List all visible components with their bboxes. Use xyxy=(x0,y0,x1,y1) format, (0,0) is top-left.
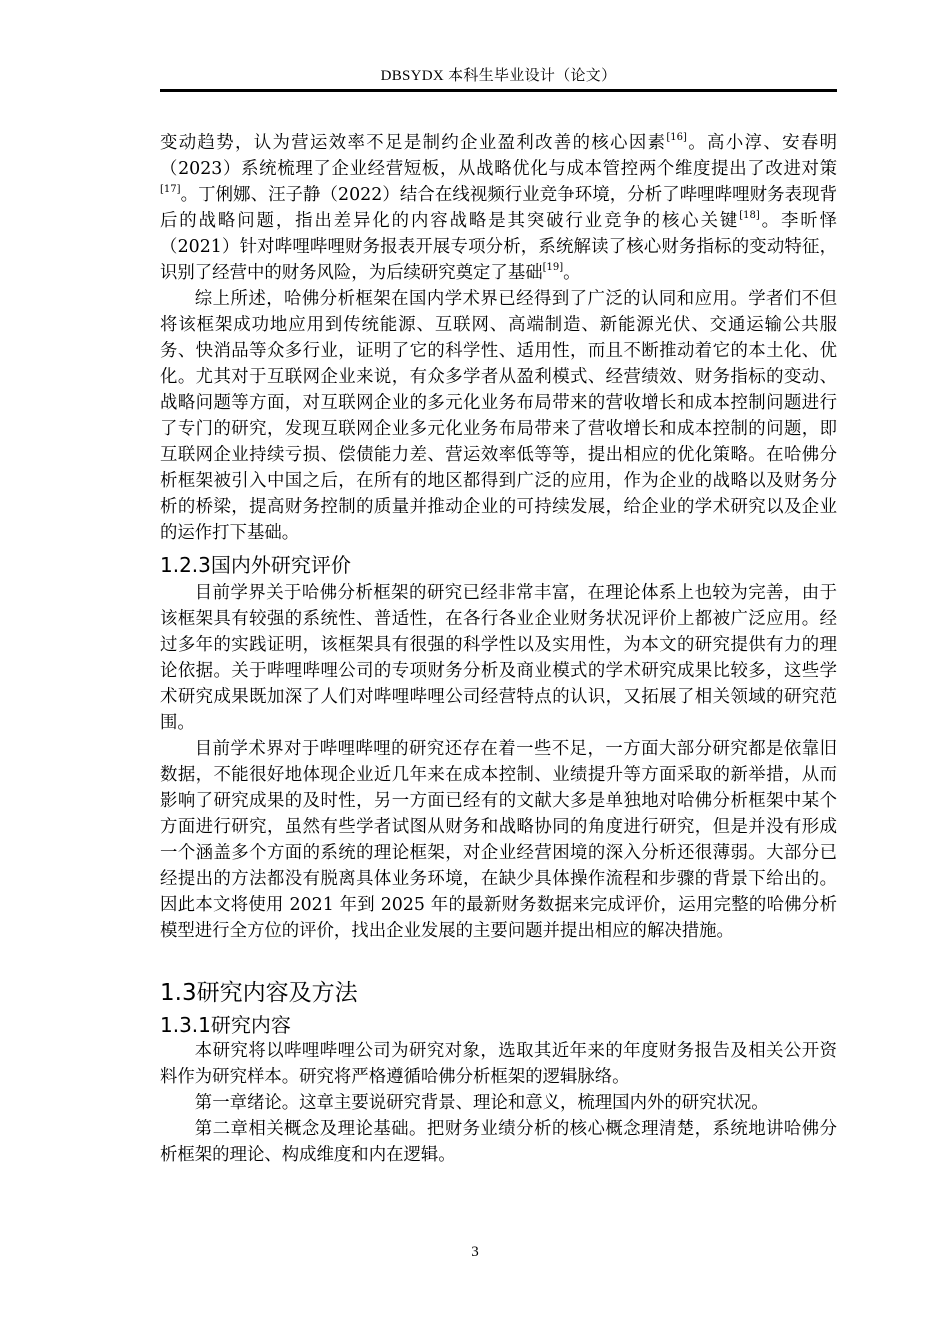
section-heading-1-3: 1.3研究内容及方法 xyxy=(160,980,358,1006)
section-heading-1-2-3: 1.2.3国内外研究评价 xyxy=(160,553,351,577)
paragraph-chapter-1: 第一章绪论。这章主要说研究背景、理论和意义，梳理国内外的研究状况。 xyxy=(194,1093,769,1113)
text-run: 。丁俐娜、汪子静（2022）结合在线视频行业竞争环境，分析了哔哩哔哩财务表现背后的战略问题，指出差异化的内容战略是其突破行业竞争的核心关键 xyxy=(160,185,837,231)
paragraph-literature-continued xyxy=(160,130,837,286)
citation: [16] xyxy=(666,132,687,144)
header-title: DBSYDX 本科生毕业设计（论文） xyxy=(380,68,617,84)
text-run: 。高小淳、安春明（2023）系统梳理了企业经营短板，从战略优化与成本管控两个维度提出了改进对策 xyxy=(160,133,837,179)
text-run: 。李昕怿（2021）针对哔哩哔哩财务报表开展专项分析，系统解读了核心财务指标的变动特征，识别了经营中的财务风险，为后续研究奠定了基础 xyxy=(160,211,837,283)
paragraph-evaluation: 目前学界关于哈佛分析框架的研究已经非常丰富，在理论体系上也较为完善，由于该框架具有较强的系统性、普适性，在各行各业企业财务状况评价上都被广泛应用。经过多年的实践证明，该框架具有很强的科学性以及实用性，为本文的研究提供有力的理论依据。关于哔哩哔哩公司的专项财务分析及商业模式的学术研究成果比较多，这些学术研究成果既加深了人们对哔哩哔哩公司经营特点的认识，又拓展了相关领域的研究范围。 xyxy=(160,583,837,733)
section-heading-1-3-1: 1.3.1研究内容 xyxy=(160,1013,291,1037)
citation: [18] xyxy=(739,210,760,222)
text-run: 变动趋势，认为营运效率不足是制约企业盈利改善的核心因素 xyxy=(160,133,667,153)
citation: [17] xyxy=(160,184,181,196)
paragraph-summary: 综上所述，哈佛分析框架在国内学术界已经得到了广泛的认同和应用。学者们不但将该框架成功地应用到传统能源、互联网、高端制造、新能源光伏、交通运输公共服务、快消品等众多行业，证明了它的科学性、适用性，而且不断推动着它的本土化、优化。尤其对于互联网企业来说，有众多学者从盈利模式、经营绩效、财务指标的变动、战略问题等方面，对互联网企业的多元化业务布局带来的营收增长和成本控制问题进行了专门的研究，发现互联网企业多元化业务布局带来了营收增长和成本控制的问题，即互联网企业持续亏损、偿债能力差、营运效率低等等，提出相应的优化策略。在哈佛分析框架被引入中国之后，在所有的地区都得到广泛的应用，作为企业的战略以及财务分析的桥梁，提高财务控制的质量并推动企业的可持续发展，给企业的学术研究以及企业的运作打下基础。 xyxy=(160,289,837,543)
paragraph-chapter-2: 第二章相关概念及理论基础。把财务业绩分析的核心概念理清楚，系统地讲哈佛分析框架的理论、构成维度和内在逻辑。 xyxy=(160,1119,837,1165)
body-content xyxy=(160,130,837,1168)
page-header xyxy=(160,58,837,92)
page-number: 3 xyxy=(471,1244,479,1260)
text-run: 。 xyxy=(563,263,581,283)
paragraph-shortcomings: 目前学术界对于哔哩哔哩的研究还存在着一些不足，一方面大部分研究都是依靠旧数据，不能很好地体现企业近几年来在成本控制、业绩提升等方面采取的新举措，从而影响了研究成果的及时性，另一方面已经有的文献大多是单独地对哈佛分析框架中某个方面进行研究，虽然有些学者试图从财务和战略协同的角度进行研究，但是并没有形成一个涵盖多个方面的系统的理论框架，对企业经营困境的深入分析还很薄弱。大部分已经提出的方法都没有脱离具体业务环境，在缺少具体操作流程和步骤的背景下给出的。因此本文将使用 2021 年到 2025 年的最新财务数据来完成评价，运用完整的哈佛分析模型进行全方位的评价，找出企业发展的主要问题并提出相应的解决措施。 xyxy=(160,739,837,941)
citation: [19] xyxy=(542,262,564,274)
paragraph-research-object: 本研究将以哔哩哔哩公司为研究对象，选取其近年来的年度财务报告及相关公开资料作为研究样本。研究将严格遵循哈佛分析框架的逻辑脉络。 xyxy=(160,1041,837,1087)
